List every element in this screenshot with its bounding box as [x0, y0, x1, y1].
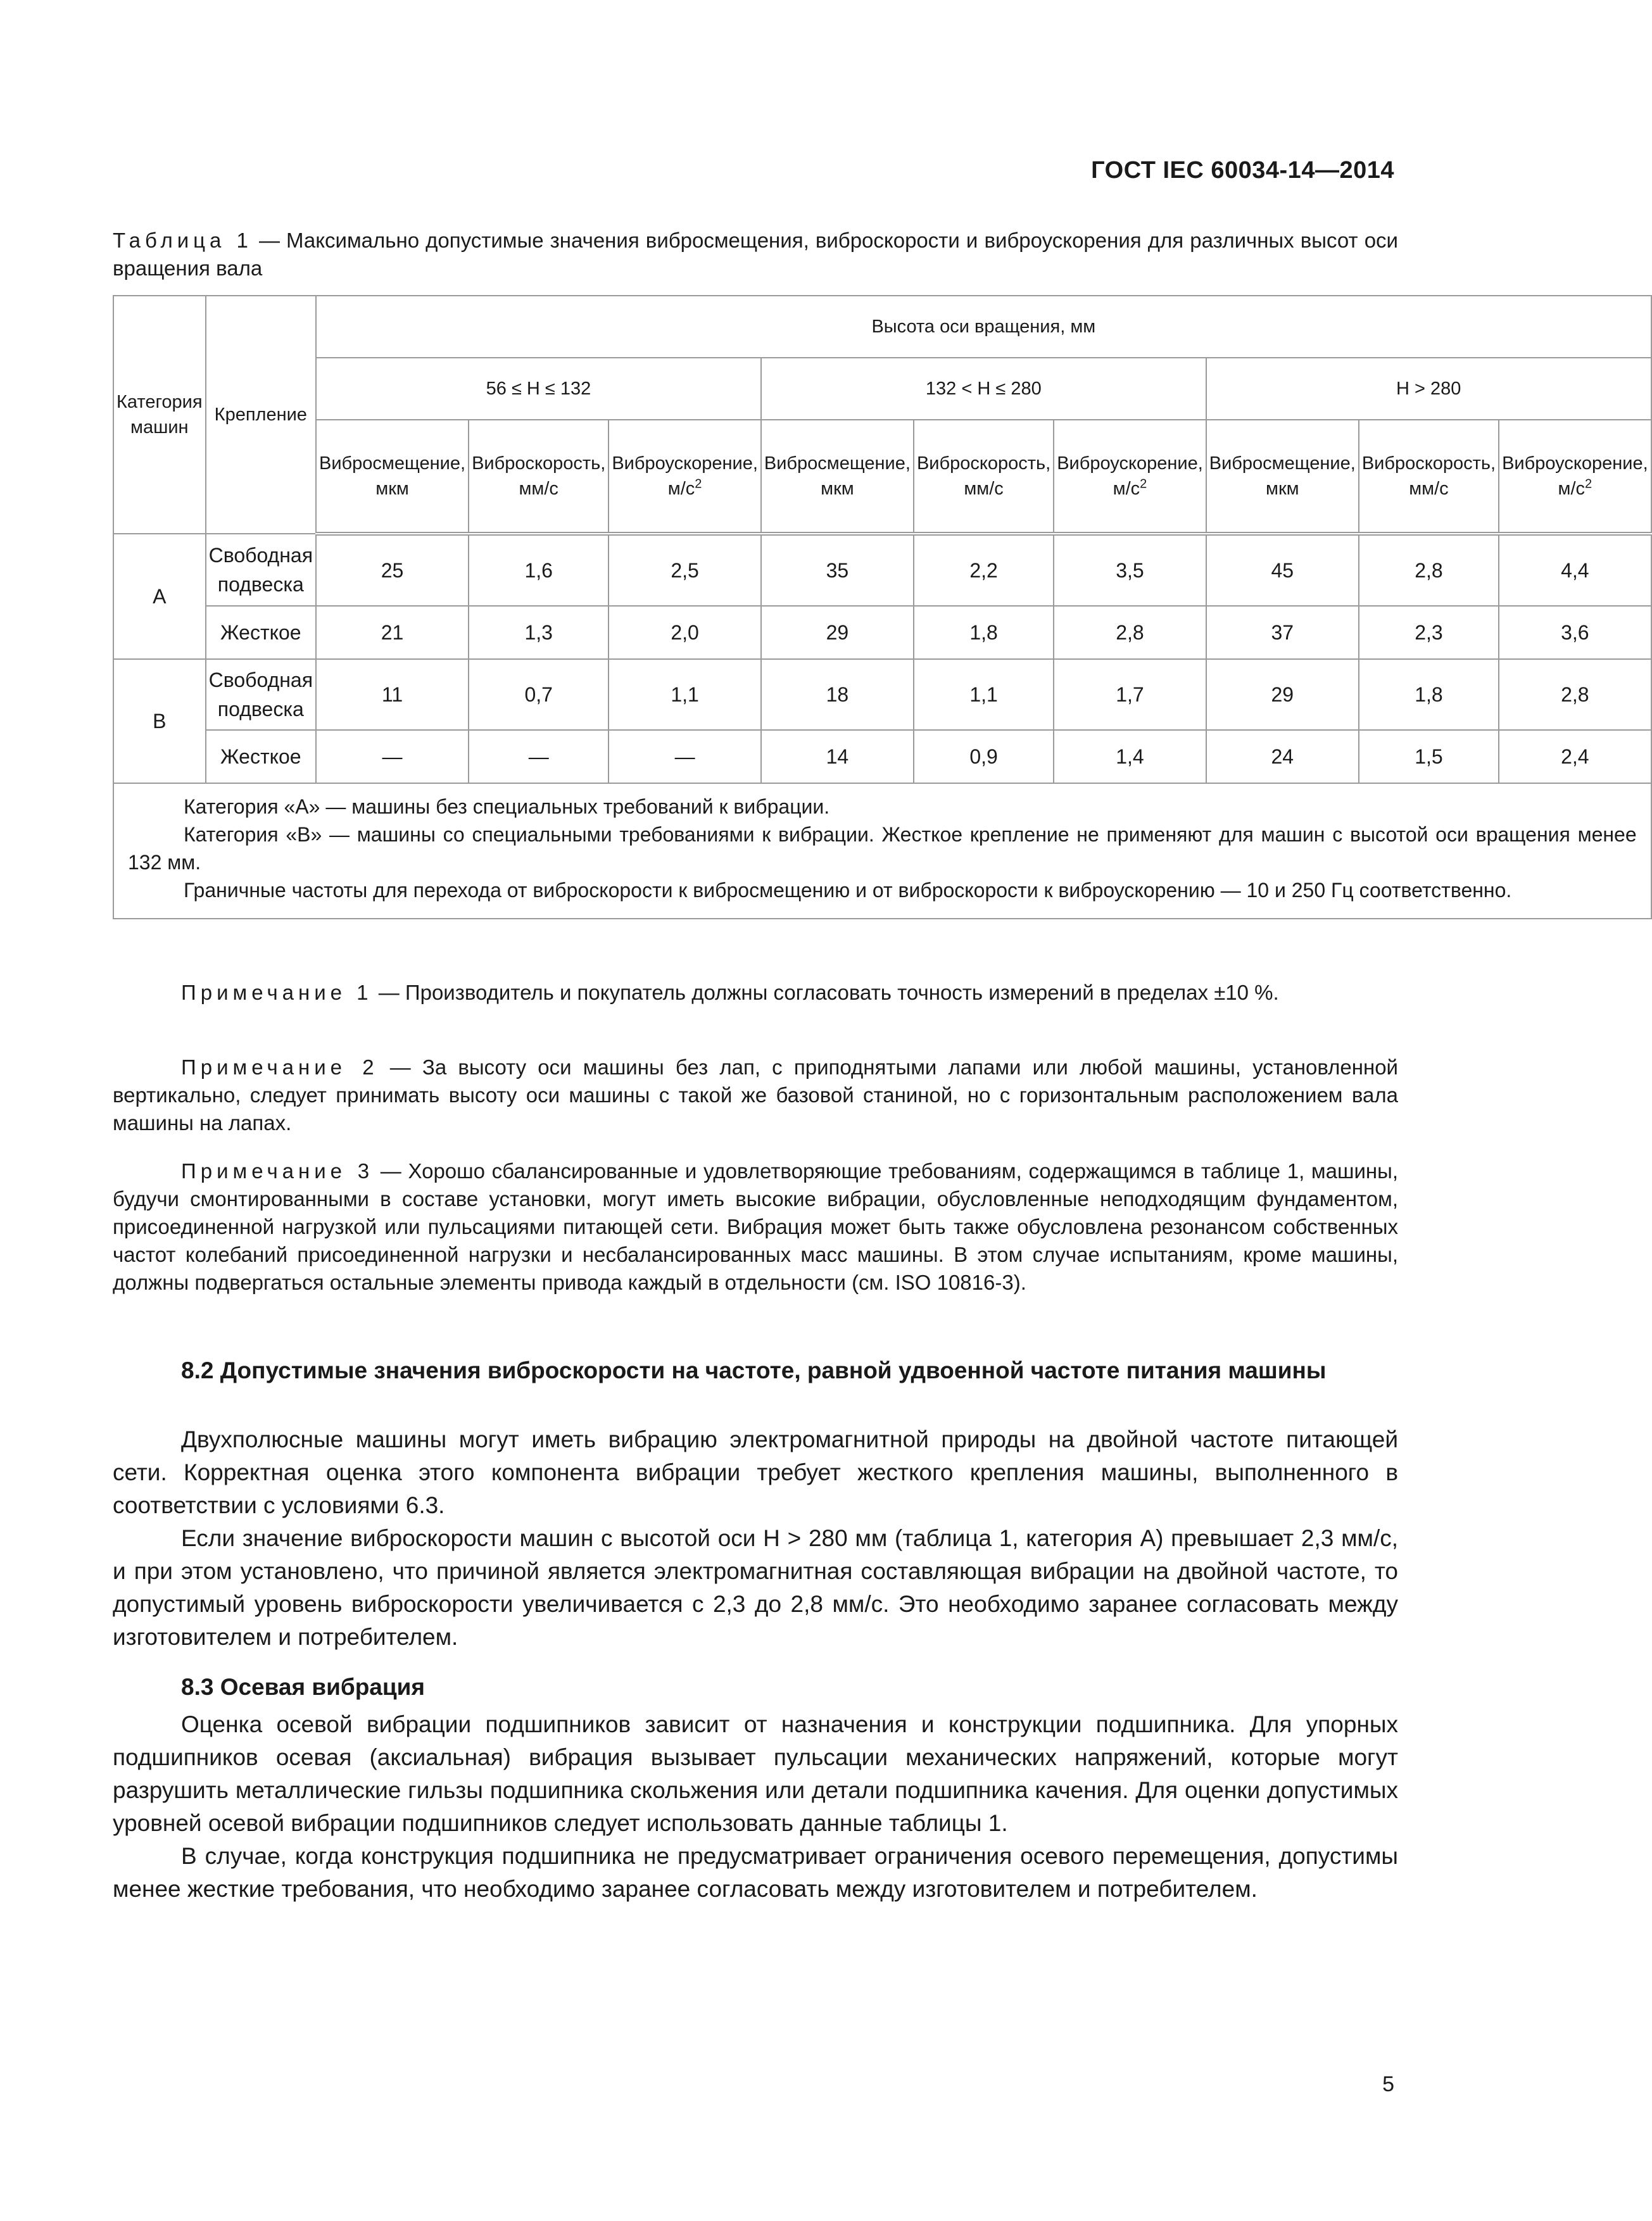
value-cell: —	[316, 730, 469, 783]
value-cell: 24	[1206, 730, 1359, 783]
value-cell: 0,9	[914, 730, 1054, 783]
vibration-limits-table	[113, 295, 1652, 919]
value-cell: 1,8	[914, 606, 1054, 659]
header-axis-height: Высота оси вращения, мм	[316, 296, 1651, 358]
header-range-1: 56 ≤ H ≤ 132	[316, 358, 761, 420]
value-cell: 3,5	[1054, 534, 1206, 606]
table-caption	[113, 227, 1398, 282]
value-cell: 2,8	[1054, 606, 1206, 659]
table-caption-text: — Максимально допустимые значения вибросмещения, виброскорости и виброускорения для различных высот оси вращения вала	[113, 229, 1398, 280]
mount-cell: Свободная подвеска	[206, 534, 316, 606]
table-row	[113, 659, 1651, 730]
section-heading-8-2: 8.2 Допустимые значения виброскорости на частоте, равной удвоенной частоте питания машины	[181, 1357, 1327, 1383]
value-cell: 35	[761, 534, 914, 606]
document-id-header: ГОСТ IEC 60034-14—2014	[1091, 157, 1394, 184]
table-row	[113, 534, 1651, 606]
value-cell: 1,5	[1359, 730, 1499, 783]
mount-cell: Жесткое	[206, 730, 316, 783]
note-2: Примечание 2 — За высоту оси машины без лап, с приподнятыми лапами или любой машины, установленной вертикально, следует принимать высоту оси машины с такой же базовой станиной, но с горизонтальным расположением вала машины на лапах.	[113, 1055, 1398, 1135]
header-category: Категория машин	[113, 296, 206, 534]
header-acceleration: Виброускорение, $м/с^2$	[1499, 420, 1651, 534]
value-cell: 1,1	[914, 659, 1054, 730]
value-cell: 1,1	[608, 659, 761, 730]
value-cell: 2,0	[608, 606, 761, 659]
value-cell: 29	[761, 606, 914, 659]
value-cell: 4,4	[1499, 534, 1651, 606]
paragraph: Оценка осевой вибрации подшипников зависит от назначения и конструкции подшипника. Для упорных подшипников осевая (аксиальная) вибрация вызывает пульсации механических напряжений, которые могут разрушить металлические гильзы подшипника скольжения или детали подшипника качения. Для оценки допустимых уровней осевой вибрации подшипников следует использовать данные таблицы 1.	[113, 1711, 1398, 1836]
value-cell: 1,8	[1359, 659, 1499, 730]
value-cell: 2,8	[1359, 534, 1499, 606]
value-cell: 2,3	[1359, 606, 1499, 659]
header-displacement: Вибросмещение, мкм	[1206, 420, 1359, 534]
note-3: Примечание 3 — Хорошо сбалансированные и удовлетворяющие требованиям, содержащимся в таблице 1, машины, будучи смонтированными в составе установки, могут иметь высокие вибрации, обусловленные неподходящим фундаментом, присоединенной нагрузкой или пульсациями питающей сети. Вибрация может быть также обусловлена резонансом собственных частот колебаний присоединенной нагрузки и несбалансированных масс машины. В этом случае испытаниям, кроме машины, должны подвергаться остальные элементы привода каждый в отдельности (см. ISO 10816-3).	[113, 1159, 1398, 1294]
header-velocity: Виброскорость, мм/с	[469, 420, 608, 534]
value-cell: 14	[761, 730, 914, 783]
value-cell: —	[469, 730, 608, 783]
header-velocity: Виброскорость, мм/с	[914, 420, 1054, 534]
page-number: 5	[1382, 2072, 1394, 2096]
value-cell: 0,7	[469, 659, 608, 730]
table-footnote: Категория «А» — машины без специальных требований к вибрации.	[184, 795, 830, 818]
header-velocity: Виброскорость, мм/с	[1359, 420, 1499, 534]
value-cell: 2,8	[1499, 659, 1651, 730]
table-footnote: Категория «В» — машины со специальными требованиями к вибрации. Жесткое крепление не применяют для машин с высотой оси вращения менее 132 мм.	[128, 823, 1637, 874]
header-mount: Крепление	[206, 296, 316, 534]
value-cell: 18	[761, 659, 914, 730]
value-cell: 11	[316, 659, 469, 730]
section-body-8-2	[113, 1423, 1398, 1654]
mount-cell: Свободная подвеска	[206, 659, 316, 730]
table-footnotes	[113, 783, 1651, 919]
value-cell: 25	[316, 534, 469, 606]
section-heading-8-3: 8.3 Осевая вибрация	[181, 1674, 425, 1700]
header-range-2: 132 < H ≤ 280	[761, 358, 1206, 420]
value-cell: 1,7	[1054, 659, 1206, 730]
value-cell: 1,4	[1054, 730, 1206, 783]
category-cell: A	[113, 534, 206, 659]
value-cell: 3,6	[1499, 606, 1651, 659]
header-displacement: Вибросмещение, мкм	[316, 420, 469, 534]
value-cell: 37	[1206, 606, 1359, 659]
header-range-3: H > 280	[1206, 358, 1651, 420]
category-cell: B	[113, 659, 206, 783]
value-cell: 2,4	[1499, 730, 1651, 783]
header-acceleration: Виброускорение, $м/с^2$	[1054, 420, 1206, 534]
paragraph: Если значение виброскорости машин с высотой оси H > 280 мм (таблица 1, категория А) превышает 2,3 мм/с, и при этом установлено, что причиной является электромагнитная составляющая вибрации на двойной частоте, то допустимый уровень виброскорости увеличивается с 2,3 до 2,8 мм/с. Это необходимо заранее согласовать между изготовителем и потребителем.	[113, 1525, 1398, 1650]
table-row	[113, 730, 1651, 783]
value-cell: 2,5	[608, 534, 761, 606]
value-cell: 1,3	[469, 606, 608, 659]
header-acceleration: Виброускорение, $м/с^2$	[608, 420, 761, 534]
value-cell: 21	[316, 606, 469, 659]
value-cell: 29	[1206, 659, 1359, 730]
table-row	[113, 606, 1651, 659]
value-cell: —	[608, 730, 761, 783]
paragraph: В случае, когда конструкция подшипника не предусматривает ограничения осевого перемещения, допустимы менее жесткие требования, что необходимо заранее согласовать между изготовителем и потребителем.	[113, 1843, 1398, 1902]
value-cell: 2,2	[914, 534, 1054, 606]
note-1: Примечание 1 — Производитель и покупатель должны согласовать точность измерений в пределах ±10 %.	[181, 981, 1279, 1004]
header-displacement: Вибросмещение, мкм	[761, 420, 914, 534]
value-cell: 1,6	[469, 534, 608, 606]
paragraph: Двухполюсные машины могут иметь вибрацию электромагнитной природы на двойной частоте питающей сети. Корректная оценка этого компонента вибрации требует жесткого крепления машины, выполненного в соответствии с условиями 6.3.	[113, 1426, 1398, 1518]
section-body-8-3	[113, 1708, 1398, 1906]
table-caption-label: Таблица 1	[113, 229, 253, 252]
table-footnote: Граничные частоты для перехода от виброскорости к вибросмещению и от виброскорости к виброускорению — 10 и 250 Гц соответственно.	[184, 879, 1512, 902]
value-cell: 45	[1206, 534, 1359, 606]
mount-cell: Жесткое	[206, 606, 316, 659]
